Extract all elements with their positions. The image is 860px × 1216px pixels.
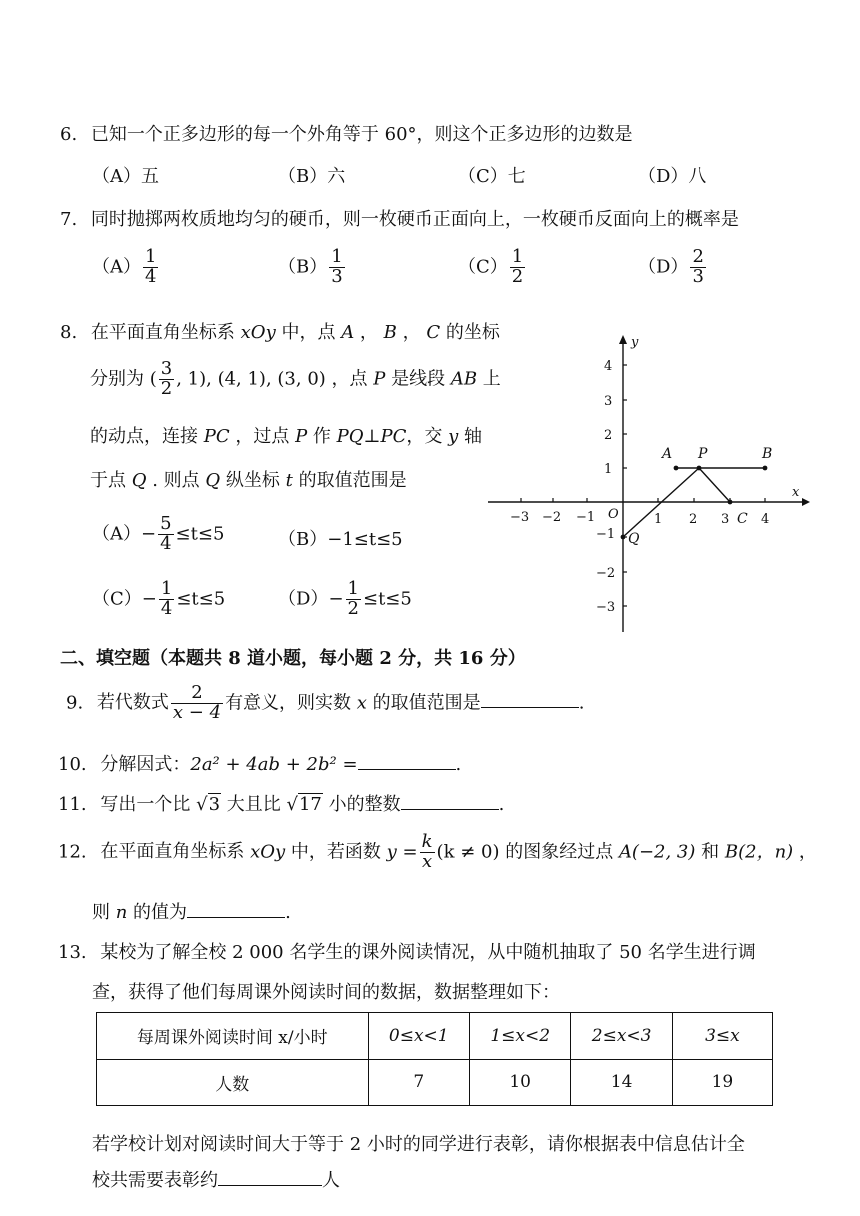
var: P bbox=[295, 426, 308, 447]
x-tick: 1 bbox=[654, 512, 663, 527]
q12-line2 bbox=[92, 898, 291, 924]
table-header-cell: 3≤x bbox=[672, 1013, 772, 1060]
fraction bbox=[346, 580, 361, 619]
numerator: 3 bbox=[160, 358, 173, 379]
fraction bbox=[158, 515, 173, 554]
q7-number: 7. bbox=[60, 209, 78, 230]
text: 校共需要表彰约 bbox=[92, 1170, 218, 1191]
point-q bbox=[621, 535, 626, 540]
y-tick: 4 bbox=[604, 359, 613, 374]
answer-blank[interactable] bbox=[481, 689, 579, 708]
q6-option-a: （A）五 bbox=[92, 166, 159, 187]
condition: (k ≠ 0) bbox=[436, 841, 500, 863]
q6-line bbox=[60, 120, 633, 146]
fraction bbox=[143, 248, 158, 287]
q6-option-d: （D）八 bbox=[638, 166, 707, 187]
y-tick: 1 bbox=[604, 462, 613, 477]
fraction bbox=[690, 248, 705, 287]
inequality: ≤t≤5 bbox=[175, 523, 225, 545]
answer-blank[interactable] bbox=[218, 1167, 322, 1186]
q13-after2 bbox=[92, 1166, 340, 1192]
table-cell: 19 bbox=[672, 1059, 772, 1106]
q10-number: 10. bbox=[58, 754, 87, 775]
y-tick: 2 bbox=[604, 428, 613, 443]
denominator: x − 4 bbox=[172, 701, 222, 723]
q7-option-a bbox=[92, 248, 160, 287]
text: . bbox=[578, 692, 585, 714]
denominator: 2 bbox=[347, 597, 359, 619]
fraction bbox=[159, 580, 174, 619]
text: 的取值范围是 bbox=[292, 470, 407, 491]
q8-coordinate-graph bbox=[480, 330, 810, 640]
var: A bbox=[341, 322, 355, 343]
answer-blank[interactable] bbox=[187, 899, 285, 918]
point-p bbox=[697, 466, 702, 471]
var: PQ bbox=[336, 426, 364, 447]
numerator: 1 bbox=[160, 578, 173, 599]
section-heading: 二、填空题（本题共 8 道小题，每小题 2 分，共 16 分） bbox=[60, 648, 526, 669]
text: 在平面直角坐标系 bbox=[90, 322, 241, 343]
text: 是线段 bbox=[385, 368, 451, 390]
text: 的图象经过点 bbox=[499, 841, 619, 863]
var: xOy bbox=[240, 322, 276, 343]
sqrt-17: √17 bbox=[286, 794, 322, 815]
reading-time-table bbox=[96, 1012, 773, 1106]
radicand: 3 bbox=[208, 794, 221, 815]
table-header-cell: 0≤x<1 bbox=[368, 1013, 469, 1060]
fraction bbox=[159, 360, 174, 399]
q9-line bbox=[66, 684, 584, 723]
denominator: 3 bbox=[331, 265, 343, 287]
fraction bbox=[329, 248, 344, 287]
x-tick: −2 bbox=[542, 510, 562, 525]
numerator: 1 bbox=[331, 246, 343, 267]
text: 若代数式 bbox=[96, 692, 169, 714]
point-q-label: Q bbox=[628, 531, 640, 547]
point-p-label: P bbox=[698, 446, 708, 462]
sqrt-3: √3 bbox=[196, 794, 221, 815]
sign: − bbox=[141, 523, 157, 545]
x-axis-label: x bbox=[792, 485, 800, 500]
q6-stem: 已知一个正多边形的每一个外角等于 60°，则这个正多边形的边数是 bbox=[90, 124, 633, 145]
q7-option-d bbox=[638, 248, 708, 287]
numerator: 2 bbox=[692, 246, 704, 267]
q6-option-b: （B）六 bbox=[278, 166, 346, 187]
q13-after1: 若学校计划对阅读时间大于等于 2 小时的同学进行表彰，请你根据表中信息估计全 bbox=[92, 1134, 745, 1155]
q6-number: 6. bbox=[60, 124, 78, 145]
answer-blank[interactable] bbox=[358, 751, 456, 770]
var: B bbox=[383, 322, 397, 343]
text: 中，点 bbox=[275, 322, 342, 343]
text: 的取值范围是 bbox=[366, 692, 481, 714]
numerator: 1 bbox=[347, 578, 359, 599]
inequality: ≤t≤5 bbox=[176, 588, 226, 610]
table-cell: 14 bbox=[571, 1059, 672, 1106]
q8-line3 bbox=[90, 422, 482, 448]
sign: − bbox=[141, 588, 157, 610]
text: . bbox=[285, 902, 291, 923]
expression: y = bbox=[386, 841, 418, 863]
var: xOy bbox=[250, 841, 286, 863]
q8-line4 bbox=[90, 466, 407, 492]
point-c-label: C bbox=[737, 511, 748, 527]
q6-option-c: （C）七 bbox=[458, 166, 526, 187]
numerator: 2 bbox=[171, 684, 223, 704]
var: P bbox=[373, 368, 386, 390]
q8-number: 8. bbox=[60, 322, 78, 343]
var: n bbox=[115, 902, 128, 923]
y-tick: 3 bbox=[604, 394, 613, 409]
x-tick: 2 bbox=[689, 512, 698, 527]
y-axis-arrow bbox=[619, 335, 627, 344]
point-b bbox=[763, 466, 768, 471]
point: B(2，n) bbox=[724, 841, 794, 863]
q8-option-c bbox=[92, 580, 225, 619]
inequality: −1≤t≤5 bbox=[327, 529, 403, 550]
text: 轴 bbox=[458, 426, 482, 447]
denominator: 4 bbox=[145, 265, 157, 287]
symbol: ⊥ bbox=[363, 426, 381, 447]
numerator: k bbox=[421, 831, 433, 852]
text: 人 bbox=[322, 1170, 340, 1191]
point: A(−2, 3) bbox=[618, 841, 696, 863]
text: 小的整数 bbox=[322, 794, 401, 815]
table-header-cell: 2≤x<3 bbox=[571, 1013, 672, 1060]
text: 纵坐标 bbox=[220, 470, 286, 491]
text: 大且比 bbox=[221, 794, 287, 815]
x-tick: −3 bbox=[510, 510, 530, 525]
text: 分别为 ( bbox=[90, 368, 157, 390]
origin-label: O bbox=[608, 507, 619, 522]
q11-line bbox=[58, 790, 504, 816]
fraction bbox=[420, 833, 435, 872]
text: 中，若函数 bbox=[285, 841, 387, 863]
fraction bbox=[510, 248, 525, 287]
denominator: 4 bbox=[160, 597, 173, 619]
text: . bbox=[498, 794, 505, 815]
x-tick: 3 bbox=[721, 512, 730, 527]
q7-option-b bbox=[278, 248, 347, 287]
fraction bbox=[171, 684, 223, 723]
q8-option-a bbox=[92, 515, 224, 554]
numerator: 1 bbox=[511, 246, 524, 267]
text: . bbox=[455, 754, 462, 775]
radicand: 17 bbox=[298, 794, 322, 815]
q12-number: 12. bbox=[58, 841, 87, 863]
inequality: ≤t≤5 bbox=[362, 588, 412, 610]
option-label: （C） bbox=[92, 588, 142, 610]
q13-number: 13. bbox=[58, 942, 87, 963]
text: , 1), (4, 1), (3, 0) ，点 bbox=[176, 368, 374, 390]
q8-line1: 8. 在平面直角坐标系 xOy 中，点 A ， B ， C 的坐标 bbox=[60, 322, 500, 343]
denominator: x bbox=[422, 850, 433, 872]
text: 则 bbox=[92, 902, 116, 923]
option-label: （A） bbox=[92, 256, 141, 278]
table-header-cell: 每周课外阅读时间 x/小时 bbox=[97, 1013, 369, 1060]
table-cell: 10 bbox=[469, 1059, 570, 1106]
table-cell: 7 bbox=[368, 1059, 469, 1106]
denominator: 4 bbox=[160, 532, 172, 554]
point-a-label: A bbox=[662, 446, 673, 462]
x-axis-arrow bbox=[802, 498, 810, 506]
option-label: （C） bbox=[458, 256, 508, 278]
text: ，过点 bbox=[229, 426, 296, 447]
q8-option-b bbox=[278, 525, 403, 551]
denominator: 3 bbox=[692, 265, 704, 287]
y-tick: −1 bbox=[596, 527, 616, 542]
point-b-label: B bbox=[762, 446, 773, 462]
text: 于点 bbox=[90, 470, 132, 491]
option-label: （A） bbox=[92, 523, 141, 545]
q10-line bbox=[58, 750, 461, 776]
text: 的坐标 bbox=[440, 322, 500, 343]
numerator: 5 bbox=[160, 513, 172, 534]
text: 有意义，则实数 bbox=[225, 692, 357, 714]
y-tick: −2 bbox=[596, 566, 616, 581]
var: y bbox=[448, 426, 459, 447]
q8-option-d bbox=[278, 580, 412, 619]
answer-blank[interactable] bbox=[401, 791, 499, 810]
text: 的值为 bbox=[127, 902, 188, 923]
x-tick: −1 bbox=[576, 510, 596, 525]
q7-line bbox=[60, 205, 739, 231]
var: x bbox=[356, 692, 367, 714]
text: ， bbox=[793, 841, 817, 863]
table-row bbox=[97, 1013, 773, 1060]
var: AB bbox=[450, 368, 478, 390]
option-label: （B） bbox=[278, 529, 328, 550]
x-tick: 4 bbox=[761, 512, 770, 527]
denominator: 2 bbox=[160, 377, 173, 399]
q12-line1 bbox=[58, 833, 817, 872]
q11-number: 11. bbox=[58, 794, 87, 815]
q7-option-c bbox=[458, 248, 527, 287]
option-label: （B） bbox=[278, 256, 328, 278]
var: C bbox=[426, 322, 441, 343]
point-c bbox=[728, 500, 733, 505]
q7-stem: 同时抛掷两枚质地均匀的硬币，则一枚硬币正面向上，一枚硬币反面向上的概率是 bbox=[90, 209, 739, 230]
sign: − bbox=[328, 588, 344, 610]
text: 和 bbox=[695, 841, 725, 863]
expression: 2a² + 4ab + 2b² = bbox=[190, 754, 358, 775]
var: Q bbox=[205, 470, 221, 491]
q13-line1 bbox=[58, 938, 756, 964]
var: t bbox=[285, 470, 293, 491]
numerator: 1 bbox=[145, 246, 157, 267]
point-a bbox=[674, 466, 679, 471]
q9-number: 9. bbox=[66, 692, 84, 714]
option-label: （D） bbox=[638, 256, 689, 278]
segment-pc bbox=[699, 468, 730, 502]
y-tick: −3 bbox=[596, 600, 616, 615]
var: PC bbox=[380, 426, 407, 447]
text: 某校为了解全校 2 000 名学生的课外阅读情况，从中随机抽取了 50 名学生进行调 bbox=[100, 942, 756, 963]
table-row bbox=[97, 1059, 773, 1106]
text: 的动点，连接 bbox=[90, 426, 204, 447]
var: Q bbox=[131, 470, 147, 491]
option-label: （D） bbox=[278, 588, 329, 610]
q8-line2 bbox=[90, 360, 501, 399]
text: 在平面直角坐标系 bbox=[100, 841, 251, 863]
text: 分解因式： bbox=[100, 754, 191, 775]
table-header-cell: 1≤x<2 bbox=[469, 1013, 570, 1060]
denominator: 2 bbox=[511, 265, 524, 287]
var: PC bbox=[203, 426, 230, 447]
y-axis-label: y bbox=[631, 335, 639, 350]
text: ，交 bbox=[406, 426, 449, 447]
q13-line2: 查，获得了他们每周课外阅读时间的数据，数据整理如下： bbox=[92, 982, 560, 1003]
text: 上 bbox=[477, 368, 501, 390]
text: 写出一个比 bbox=[100, 794, 197, 815]
text: 作 bbox=[307, 426, 337, 447]
text: . 则点 bbox=[146, 470, 206, 491]
table-cell: 人数 bbox=[97, 1059, 369, 1106]
